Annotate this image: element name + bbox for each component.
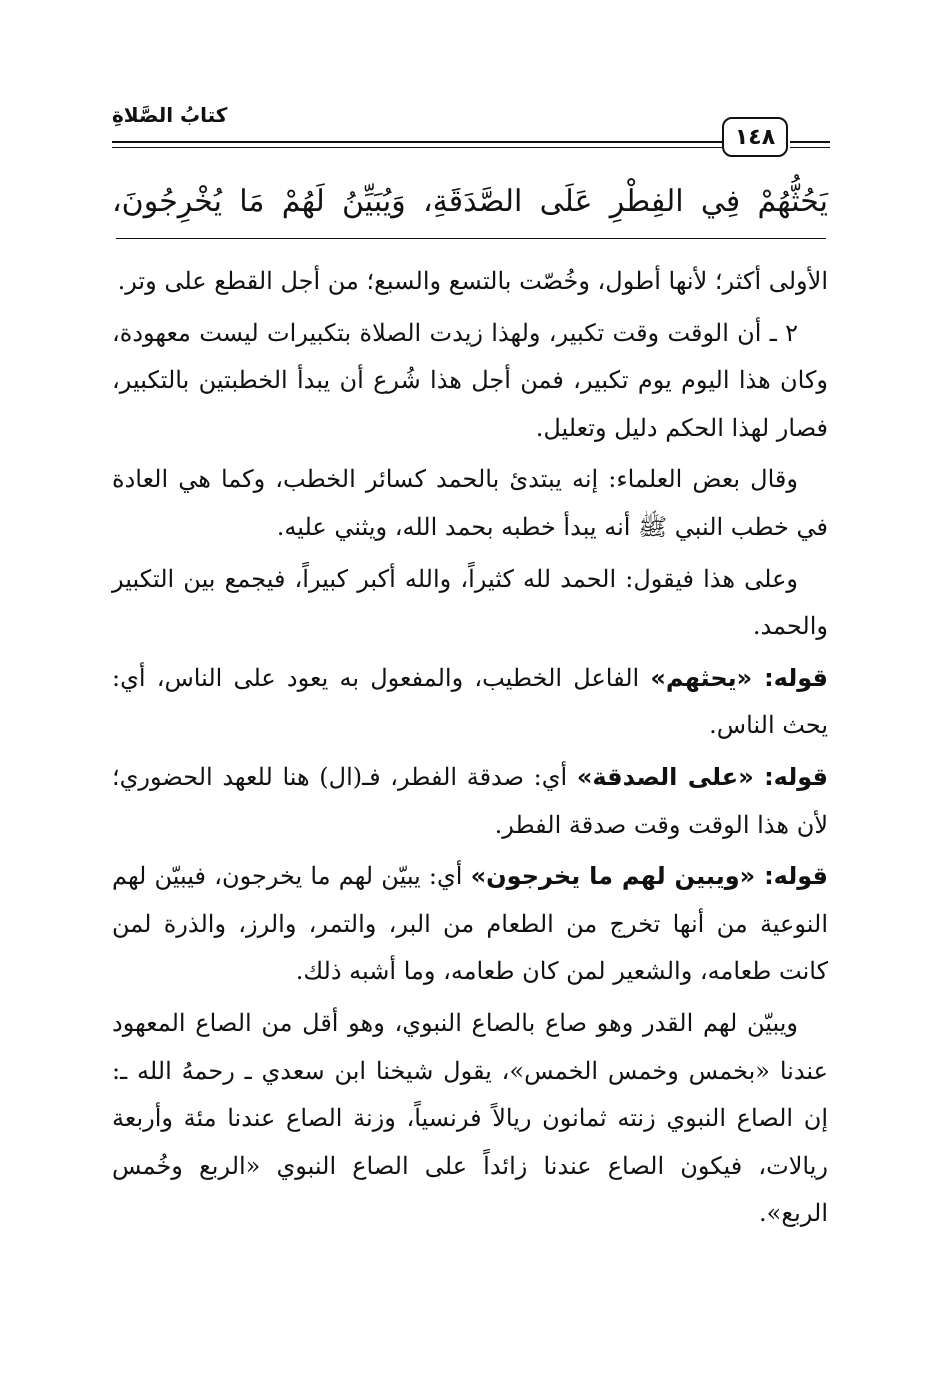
commentary-body (112, 258, 828, 1242)
matn-text: يَحُثُّهُمْ فِي الفِطْرِ عَلَى الصَّدَقَةِ، وَيُبَيِّنُ لَهُمْ مَا يُخْرِجُونَ، (112, 184, 828, 219)
quote-lead: قوله: «ويبين لهم ما يخرجون» (470, 862, 828, 891)
paragraph (112, 258, 828, 306)
paragraph (112, 655, 828, 750)
paragraph (112, 1000, 828, 1238)
paragraph-text: أي: صدقة الفطر، فـ(ال) هنا للعهد الحضوري؛ لأن هذا الوقت وقت صدقة الفطر. (112, 762, 828, 839)
paragraph-text: أي: يبيّن لهم ما يخرجون، فيبيّن لهم النوعية من أنها تخرج من الطعام من البر، والتمر، والرز، والذرة لمن كانت طعامه، والشعير لمن كان طعامه، وما أشبه ذلك. (112, 862, 828, 986)
quote-lead: قوله: «على الصدقة» (576, 762, 828, 791)
paragraph-text: الفاعل الخطيب، والمفعول به يعود على الناس، أي: يحث الناس. (112, 663, 828, 740)
matn-separator-rule (116, 238, 826, 239)
running-header-title: كتابُ الصَّلاةِ (112, 103, 228, 127)
page-number: ١٤٨ (722, 117, 788, 157)
paragraph-text: وقال بعض العلماء: إنه يبتدئ بالحمد كسائر الخطب، وكما هي العادة في خطب النبي ﷺ أنه يبدأ خطبه بحمد الله، ويثني عليه. (112, 465, 828, 541)
paragraph (112, 556, 828, 651)
paragraph (112, 456, 828, 551)
paragraph (112, 310, 828, 453)
header-rule-right (790, 141, 830, 148)
paragraph-text: وعلى هذا فيقول: الحمد لله كثيراً، والله أكبر كبيراً، فيجمع بين التكبير والحمد. (112, 564, 828, 641)
header-rule (112, 141, 722, 148)
paragraph (112, 853, 828, 996)
paragraph (112, 754, 828, 849)
quote-lead: قوله: «يحثهم» (650, 663, 829, 692)
paragraph-text: ويبيّن لهم القدر وهو صاع بالصاع النبوي، وهو أقل من الصاع المعهود عندنا «بخمس وخمس الخمس»، يقول شيخنا ابن سعدي ـ رحمهُ الله ـ: إن الصاع النبوي زنته ثمانون ريالاً فرنسياً، وزنة الصاع عندنا مئة وأربعة ريالات، فيكون الصاع عندنا زائداً على الصاع النبوي «الربع وخُمس الربع». (112, 1008, 828, 1228)
paragraph-text: الأولى أكثر؛ لأنها أطول، وخُصّت بالتسع والسبع؛ من أجل القطع على وتر. (117, 267, 828, 295)
paragraph-text: ٢ ـ أن الوقت وقت تكبير، ولهذا زيدت الصلاة بتكبيرات ليست معهودة، وكان هذا اليوم يوم تكبير، فمن أجل هذا شُرع أن يبدأ الخطبتين بالتكبير، فصار لهذا الحكم دليل وتعليل. (112, 318, 828, 442)
